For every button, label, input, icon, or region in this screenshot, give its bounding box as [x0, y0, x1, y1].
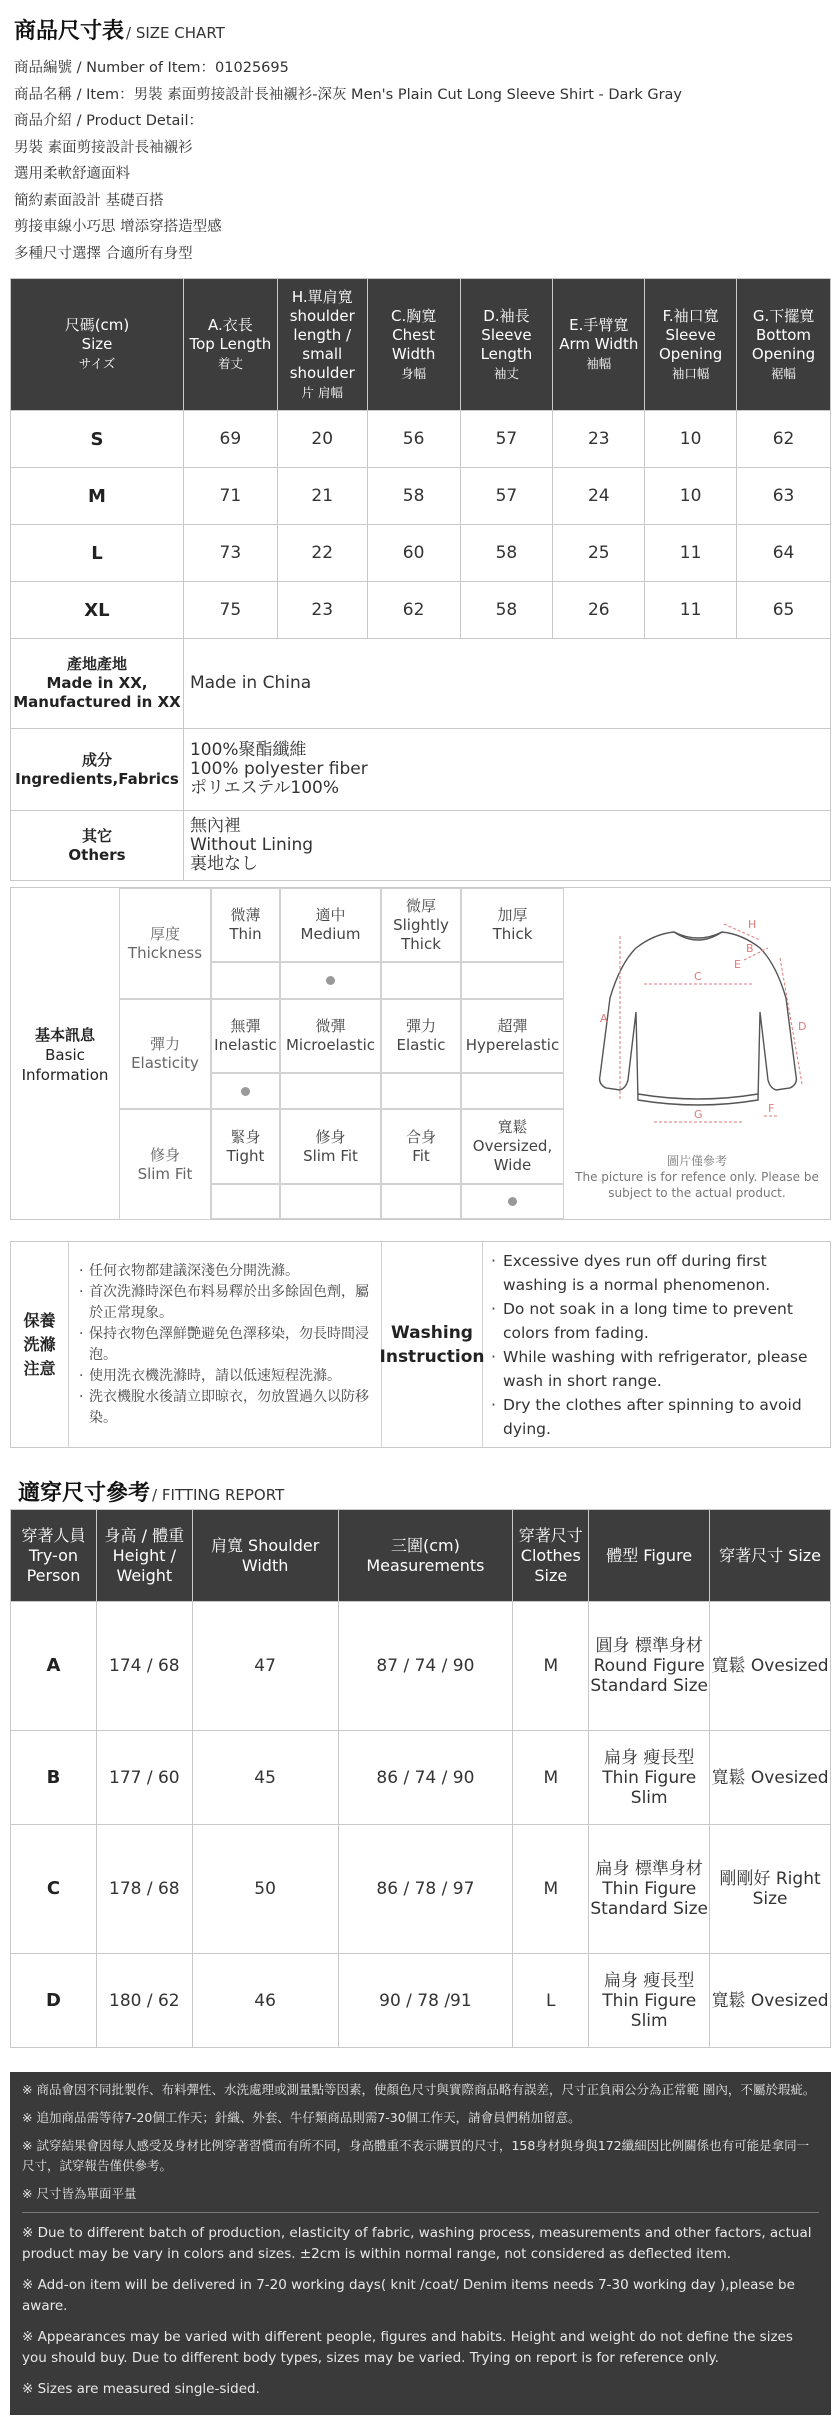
- thickness-option: 加厚 Thick: [461, 888, 564, 962]
- washing-list-en: [483, 1242, 830, 1447]
- elasticity-option: 微彈 Microelastic: [280, 999, 381, 1073]
- header-sleeve-length: D.袖長 Sleeve Length 袖丈: [460, 279, 553, 411]
- fit-selected-dot: [508, 1197, 517, 1206]
- fabric-value: 100%聚酯纖維 100% polyester fiber ポリエステル100%: [183, 729, 830, 811]
- washing-item: · Dry the clothes after spinning to avoid dying.: [491, 1393, 830, 1441]
- thickness-selected-dot: [326, 976, 335, 985]
- elasticity-option: 無彈 Inelastic: [211, 999, 280, 1073]
- origin-value: Made in China: [183, 639, 830, 729]
- washing-item: · Do not soak in a long time to prevent colors from fading.: [491, 1297, 830, 1345]
- label-b: B: [746, 942, 754, 955]
- others-row: 其它 Others 無內裡 Without Lining 裏地なし: [11, 811, 831, 881]
- header-top-length: A.衣長 Top Length 着丈: [183, 279, 277, 411]
- fitting-row: B 177 / 60 45 86 / 74 / 90 M 扁身 瘦長型 Thin Figure Slim 寬鬆 Ovesized: [11, 1731, 831, 1825]
- washing-label-en: Washing Instruction: [382, 1242, 483, 1447]
- size-row: S 69 20 56 57 23 10 62: [11, 411, 831, 468]
- header-chest-width: C.胸寬 Chest Width 身幅: [367, 279, 460, 411]
- note-zh: ※ 商品會因不同批製作、布料彈性、水洗處理或測量點等因素，使顏色尺寸與實際商品略有誤差，尺寸正負兩公分為正常範 圍內，不屬於瑕疵。: [22, 2082, 816, 2097]
- note-zh: ※ 追加商品需等待7-20個工作天；針織、外套、牛仔類商品則需7-30個工作天，請會員們稍加留意。: [22, 2110, 581, 2125]
- washing-instruction: [10, 1241, 831, 1448]
- fit-option: 緊身 Tight: [211, 1109, 280, 1184]
- note-en: ※ Appearances may be varied with different people, figures and habits. Height and weight do not define the sizes you should buy. Due to different body types, sizes may be varied. Trying on report is for reference only.: [22, 2329, 793, 2366]
- basic-info-title: 基本訊息 Basic Information: [21, 1025, 109, 1084]
- notes-divider: [22, 2212, 819, 2213]
- elasticity-option: 超彈 Hyperelastic: [461, 999, 564, 1073]
- header-bottom-opening: G.下擺寬 Bottom Opening 裾幅: [737, 279, 831, 411]
- thickness-option: 微厚 Slightly Thick: [381, 888, 461, 962]
- fitting-row: A 174 / 68 47 87 / 74 / 90 M 圓身 標準身材 Round Figure Standard Size 寬鬆 Ovesized: [11, 1602, 831, 1731]
- note-en: ※ Add-on item will be delivered in 7-20 working days( knit /coat/ Denim items needs 7-30 working day ),please be aware.: [22, 2277, 795, 2314]
- product-detail-line: 男裝 素面剪接設計長袖襯衫: [14, 139, 193, 156]
- fitting-report-title: 適穿尺寸參考 / FITTING REPORT: [18, 1481, 285, 1506]
- size-chart-title: 商品尺寸表 / SIZE CHART: [14, 19, 225, 44]
- diagram-caption: 圖片僅參考 The picture is for refence only. Please be subject to the actual product.: [575, 1154, 819, 1200]
- note-en: ※ Due to different batch of production, elasticity of fabric, washing process, measurements and other factors, actual product may be vary in colors and sizes. ±2cm is within normal range, not considered as deflected item.: [22, 2225, 812, 2262]
- washing-item: · Excessive dyes run off during first washing is a normal phenomenon.: [491, 1249, 830, 1297]
- elasticity-label: 彈力 Elasticity: [119, 999, 211, 1109]
- label-d: D: [798, 1020, 807, 1033]
- washing-item: · 洗衣機脫水後請立即晾衣，勿放置過久以防移染。: [79, 1387, 381, 1429]
- header-sleeve-opening: F.袖口寬 Sleeve Opening 袖口幅: [645, 279, 737, 411]
- label-f: F: [768, 1102, 775, 1115]
- fit-option: 寬鬆 Oversized, Wide: [461, 1109, 564, 1184]
- product-detail-label: 商品介紹 / Product Detail：: [14, 113, 203, 129]
- header-shoulder: H.單肩寬 shoulder length / small shoulder 片 肩幅: [277, 279, 367, 411]
- product-detail-line: 簡約素面設計 基礎百搭: [14, 192, 164, 209]
- size-row: XL 75 23 62 58 26 11 65: [11, 582, 831, 639]
- fit-label: 修身 Slim Fit: [119, 1109, 211, 1220]
- fitting-row: D 180 / 62 46 90 / 78 /91 L 扁身 瘦長型 Thin Figure Slim 寬鬆 Ovesized: [11, 1954, 831, 2048]
- note-zh: ※ 尺寸皆為單面平量: [22, 2186, 137, 2201]
- fabric-row: 成分 Ingredients,Fabrics 100%聚酯纖維 100% polyester fiber ポリエステル100%: [11, 729, 831, 811]
- fitting-row: C 178 / 68 50 86 / 78 / 97 M 扁身 標準身材 Thin Figure Standard Size 剛剛好 Right Size: [11, 1825, 831, 1954]
- fitting-report-table: [10, 1509, 831, 2048]
- fit-option: 修身 Slim Fit: [280, 1109, 381, 1184]
- sweater-diagram-icon: [564, 888, 830, 1150]
- washing-item: · While washing with refrigerator, please wash in short range.: [491, 1345, 830, 1393]
- size-row: M 71 21 58 57 24 10 63: [11, 468, 831, 525]
- elasticity-option: 彈力 Elastic: [381, 999, 461, 1073]
- label-e: E: [734, 958, 741, 971]
- others-value: 無內裡 Without Lining 裏地なし: [183, 811, 830, 881]
- thickness-option: 適中 Medium: [280, 888, 381, 962]
- note-en: ※ Sizes are measured single-sided.: [22, 2381, 260, 2397]
- item-number: 商品編號 / Number of Item：01025695: [14, 60, 289, 76]
- product-header: [0, 0, 840, 267]
- note-zh: ※ 試穿結果會因每人感受及身材比例穿著習慣而有所不同，身高體重不表示購買的尺寸，158身材與身與172纖細因比例關係也有可能是拿同一尺寸，試穿報告僅供參考。: [22, 2138, 810, 2173]
- thickness-label: 厚度 Thickness: [119, 888, 211, 999]
- washing-list-zh: [69, 1242, 382, 1447]
- origin-row: 產地產地 Made in XX, Manufactured in XX Made in China: [11, 639, 831, 729]
- notes-panel: [10, 2072, 831, 2415]
- product-detail-line: 剪接車線小巧思 增添穿搭造型感: [14, 219, 222, 235]
- fitting-header-row: 穿著人員 Try-on Person 身高 / 體重 Height / Weight 肩寬 Shoulder Width 三圍(cm) Measurements 穿著尺寸 Clothes Size 體型 Figure 穿著尺寸 Size: [11, 1510, 831, 1602]
- shirt-measurement-diagram: [564, 888, 830, 1219]
- elasticity-selected-dot: [241, 1087, 250, 1096]
- size-row: L 73 22 60 58 25 11 64: [11, 525, 831, 582]
- header-size: 尺碼(cm) Size サイズ: [11, 279, 184, 411]
- item-name: 商品名稱 / Item：男裝 素面剪接設計長袖襯衫-深灰 Men's Plain Cut Long Sleeve Shirt - Dark Gray: [14, 86, 683, 103]
- basic-information: [10, 887, 831, 1220]
- label-g: G: [694, 1108, 703, 1121]
- washing-item: · 使用洗衣機洗滌時，請以低速短程洗滌。: [79, 1366, 381, 1387]
- size-chart-header-row: [11, 279, 831, 411]
- label-c: C: [694, 970, 702, 983]
- size-chart-table: [10, 278, 831, 881]
- label-a: A: [600, 1012, 608, 1025]
- product-detail-line: 選用柔軟舒適面料: [14, 166, 130, 182]
- washing-item: · 保持衣物色澤鮮艷避免色澤移染，勿長時間浸泡。: [79, 1324, 381, 1366]
- washing-item: · 任何衣物都建議深淺色分開洗滌。: [79, 1261, 381, 1282]
- fit-option: 合身 Fit: [381, 1109, 461, 1184]
- header-arm-width: E.手臂寬 Arm Width 袖幅: [553, 279, 645, 411]
- washing-item: · 首次洗滌時深色布料易釋於出多餘固色劑，屬於正常現象。: [79, 1282, 381, 1324]
- thickness-option: 微薄 Thin: [211, 888, 280, 962]
- label-h: H: [748, 918, 757, 931]
- washing-label-zh: 保養洗滌注意: [11, 1242, 69, 1447]
- product-detail-line: 多種尺寸選擇 合適所有身型: [14, 245, 193, 262]
